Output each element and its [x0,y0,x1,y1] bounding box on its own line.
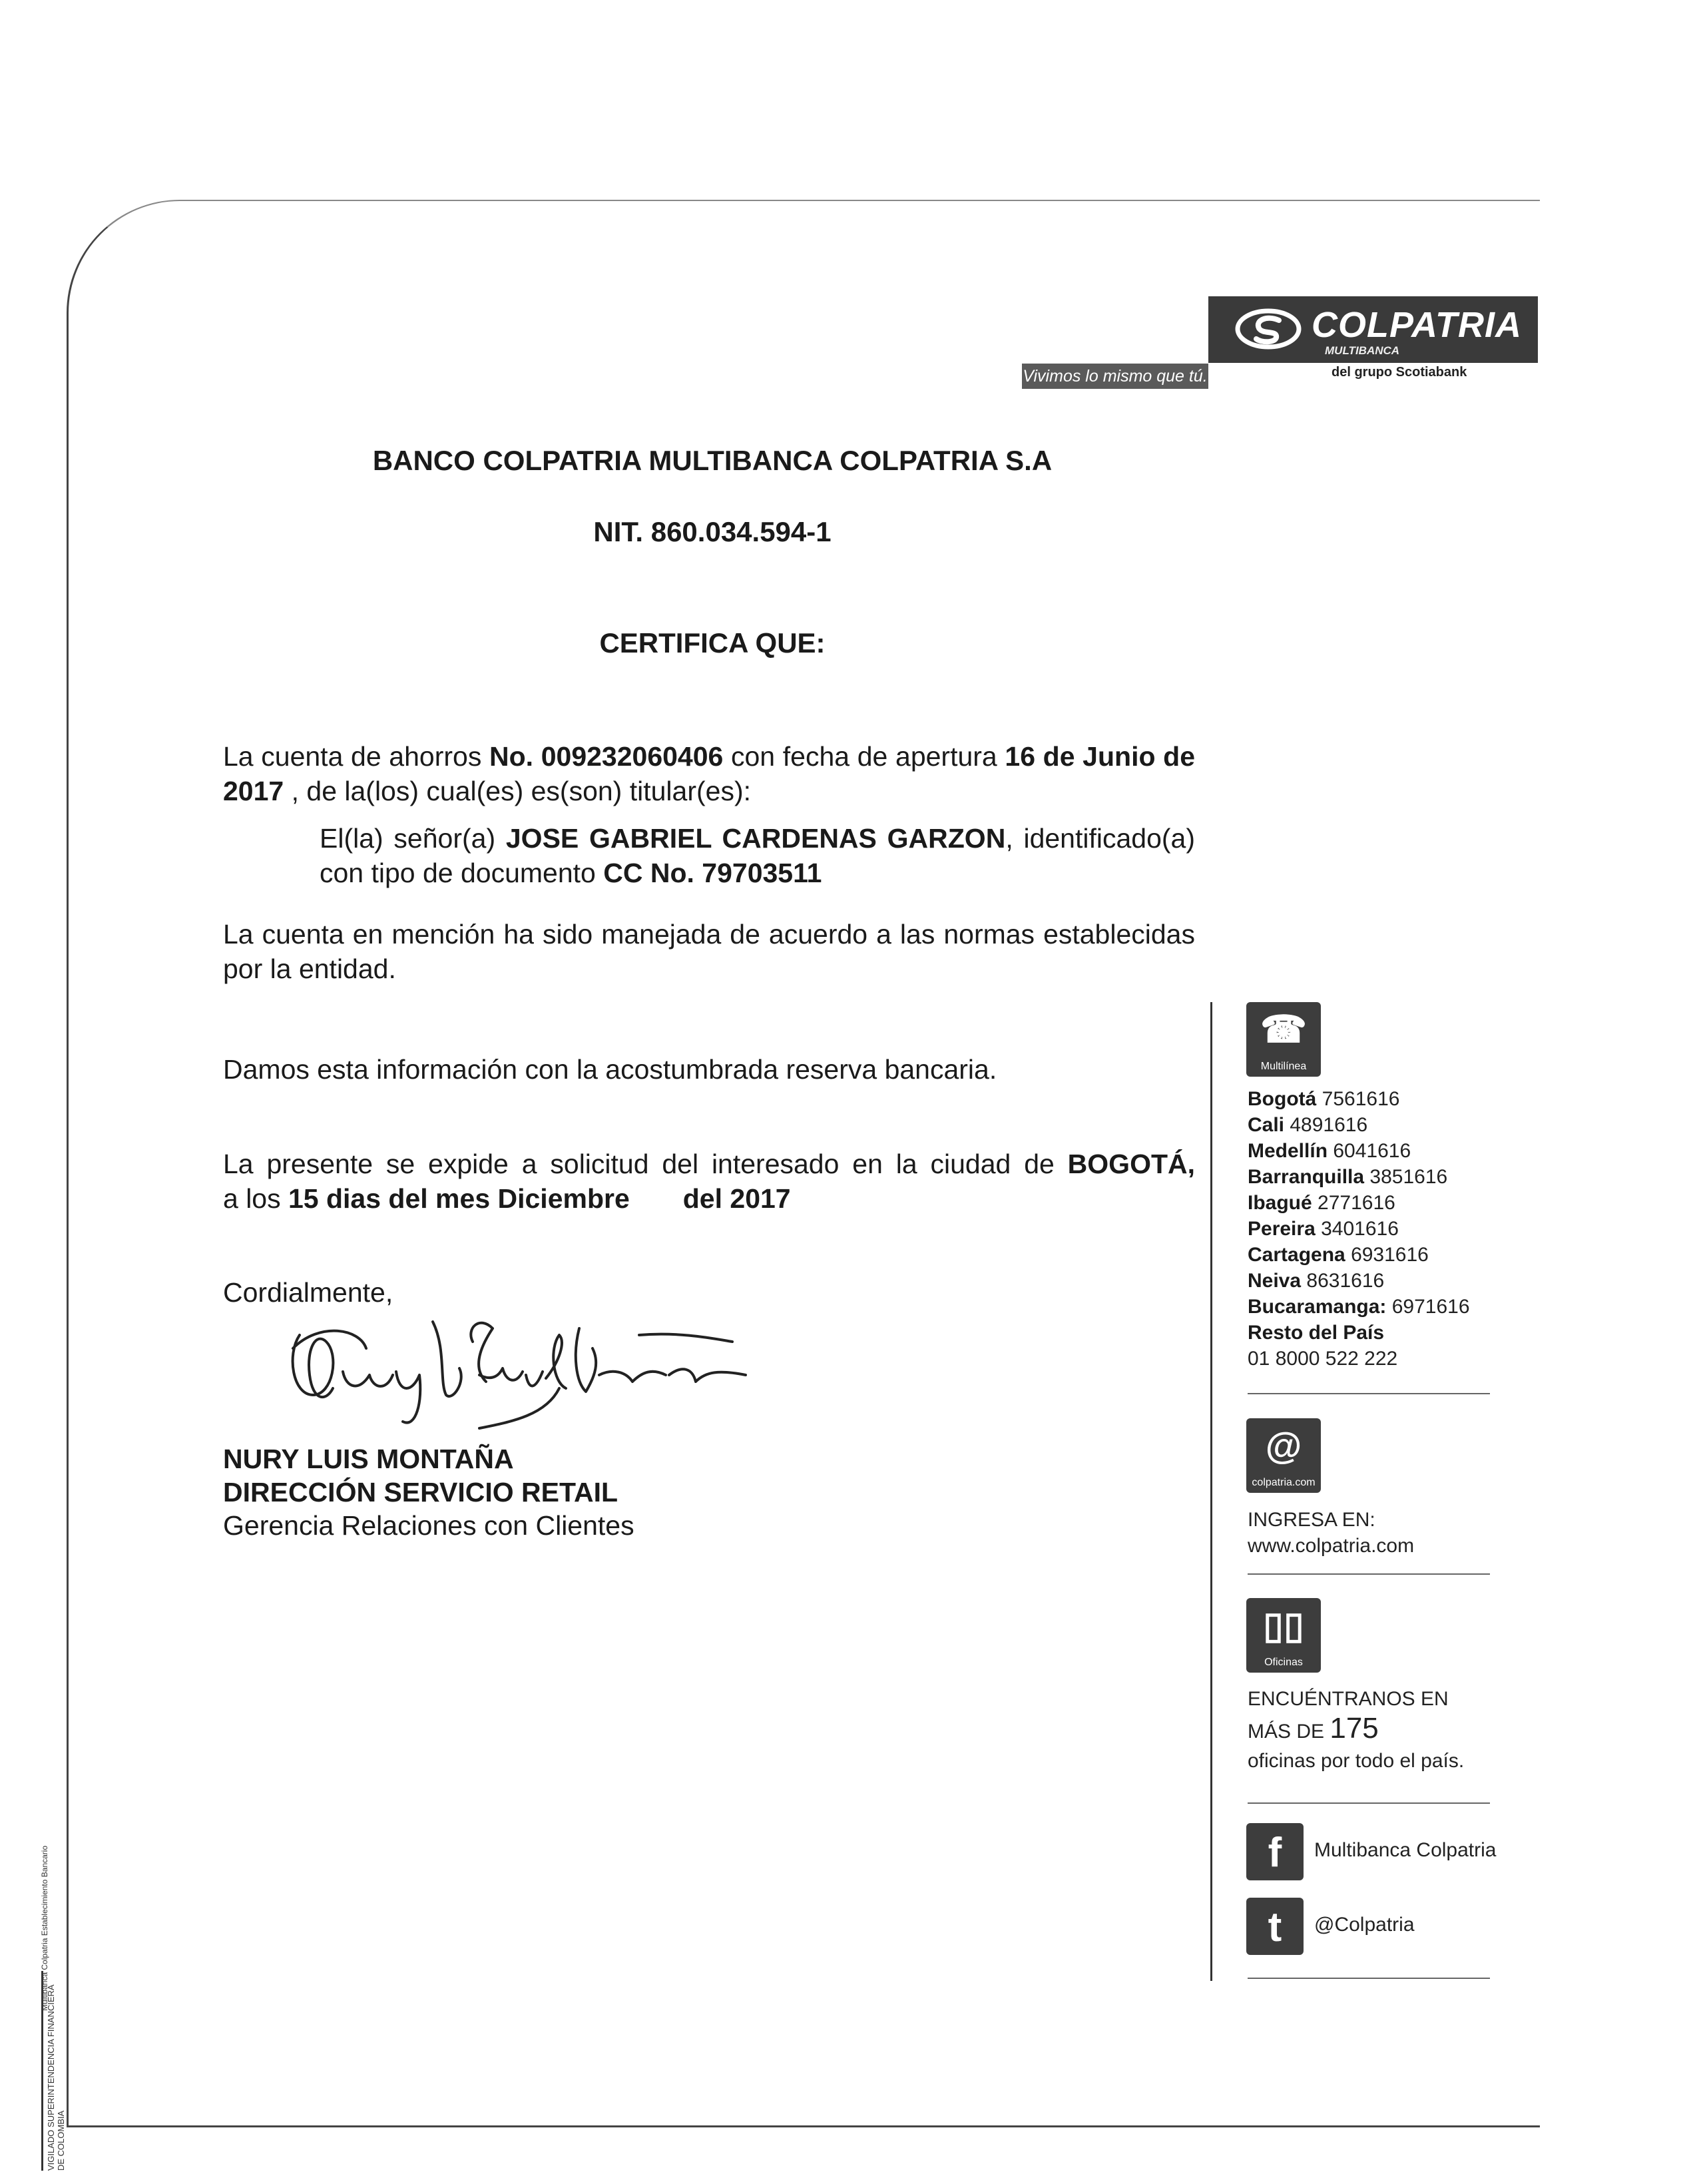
certifica-heading: CERTIFICA QUE: [599,627,826,659]
offices-line2: MÁS DE 175 [1248,1712,1379,1745]
phone-row: Cartagena 6931616 [1248,1244,1429,1266]
p5-text-b: a los [223,1183,288,1214]
opening-date: 16 de Junio de 2017 [223,741,1196,806]
offices-line1: ENCUÉNTRANOS EN [1248,1688,1449,1710]
holder-document: CC No. 79703511 [603,858,822,888]
sidebar-separator [1248,1393,1490,1394]
phone-row: Medellín 6041616 [1248,1140,1411,1162]
multilinea-label: Multilínea [1260,1061,1307,1072]
p1-text-c: , de la(los) cual(es) es(son) titular(es): [284,776,751,806]
p1-text-b: con fecha de apertura [723,741,1005,772]
issue-year: del 2017 [682,1183,791,1214]
twitter-label[interactable]: @Colpatria [1314,1914,1415,1936]
paragraph-reserva: Damos esta información con la acostumbrada reserva bancaria. [223,1054,997,1085]
sidebar-separator [1248,1802,1490,1804]
web-badge-label: colpatria.com [1252,1477,1316,1488]
offices-line3: oficinas por todo el país. [1248,1750,1465,1772]
p2-text-b: , identificado(a) con tipo de documento [320,823,1195,888]
door-icon: ▯▯ [1263,1604,1304,1646]
sidebar-divider [1210,1002,1212,1981]
phone-row: Cali 4891616 [1248,1114,1368,1136]
phone-icon: ☎ [1260,1008,1307,1050]
web-info [1248,1507,1414,1559]
nit: NIT. 860.034.594-1 [593,516,832,547]
web-intro: INGRESA EN: [1248,1509,1375,1531]
offices-count: 175 [1329,1712,1379,1745]
phone-row: Bogotá 7561616 [1248,1088,1400,1110]
paragraph-holder [320,821,1195,890]
vigilado-label: VIGILADO SUPERINTENDENCIA FINANCIERA DE COLOMBIA [41,1971,66,2171]
web-url[interactable]: www.colpatria.com [1248,1535,1415,1557]
phone-row: Bucaramanga: 6971616 [1248,1296,1470,1318]
sidebar-separator [1248,1573,1490,1575]
multilinea-badge [1246,1002,1321,1077]
signature [280,1308,772,1462]
offices-badge [1246,1598,1321,1673]
group-label: del grupo Scotiabank [1331,365,1467,380]
slogan: Vivimos lo mismo que tú. [1022,364,1208,389]
city: BOGOTÁ, [1067,1149,1195,1179]
rest-label: Resto del País [1248,1322,1385,1344]
p2-text-a: El(la) señor(a) [320,823,506,854]
web-badge [1246,1418,1321,1493]
phone-row: Pereira 3401616 [1248,1218,1399,1240]
brand-name: COLPATRIA [1312,305,1522,345]
phone-row: Ibagué 2771616 [1248,1192,1395,1214]
signer-department: DIRECCIÓN SERVICIO RETAIL [223,1477,618,1507]
phone-row: Barranquilla 3851616 [1248,1166,1448,1188]
account-number: No. 009232060406 [489,741,724,772]
at-icon: @ [1265,1424,1302,1466]
paragraph-normas: La cuenta en mención ha sido manejada de acuerdo a las normas establecidas por la entidad. [223,919,1195,984]
p1-text-a: La cuenta de ahorros [223,741,489,772]
brand-subtitle: MULTIBANCA [1325,344,1400,357]
offices-info [1248,1685,1464,1776]
signer-area: Gerencia Relaciones con Clientes [223,1510,634,1541]
facebook-label[interactable]: Multibanca Colpatria [1314,1839,1497,1861]
signer-name: NURY LUIS MONTAÑA [223,1444,514,1474]
rest-number: 01 8000 522 222 [1248,1348,1398,1370]
holder-name: JOSE GABRIEL CARDENAS GARZON [505,823,1006,854]
sidebar-separator [1248,1978,1490,1979]
closing: Cordialmente, [223,1277,393,1308]
bank-name: BANCO COLPATRIA MULTIBANCA COLPATRIA S.A [372,445,1053,476]
offices-badge-label: Oficinas [1264,1657,1303,1668]
colpatria-swirl-icon [1235,308,1302,350]
margin-small-text: Multibanca Colpatria Establecimiento Bancario [40,1845,49,2011]
phone-row: Neiva 8631616 [1248,1270,1385,1292]
phone-list [1248,1086,1470,1372]
colpatria-logo [1208,296,1538,363]
paragraph-account [223,739,1195,808]
twitter-icon[interactable]: t [1246,1898,1304,1955]
p5-text-a: La presente se expide a solicitud del interesado en la ciudad de [223,1149,1068,1179]
paragraph-expedition [223,1147,1195,1216]
facebook-icon[interactable]: f [1246,1823,1304,1880]
issue-day: 15 dias del mes Diciembre [288,1183,630,1214]
